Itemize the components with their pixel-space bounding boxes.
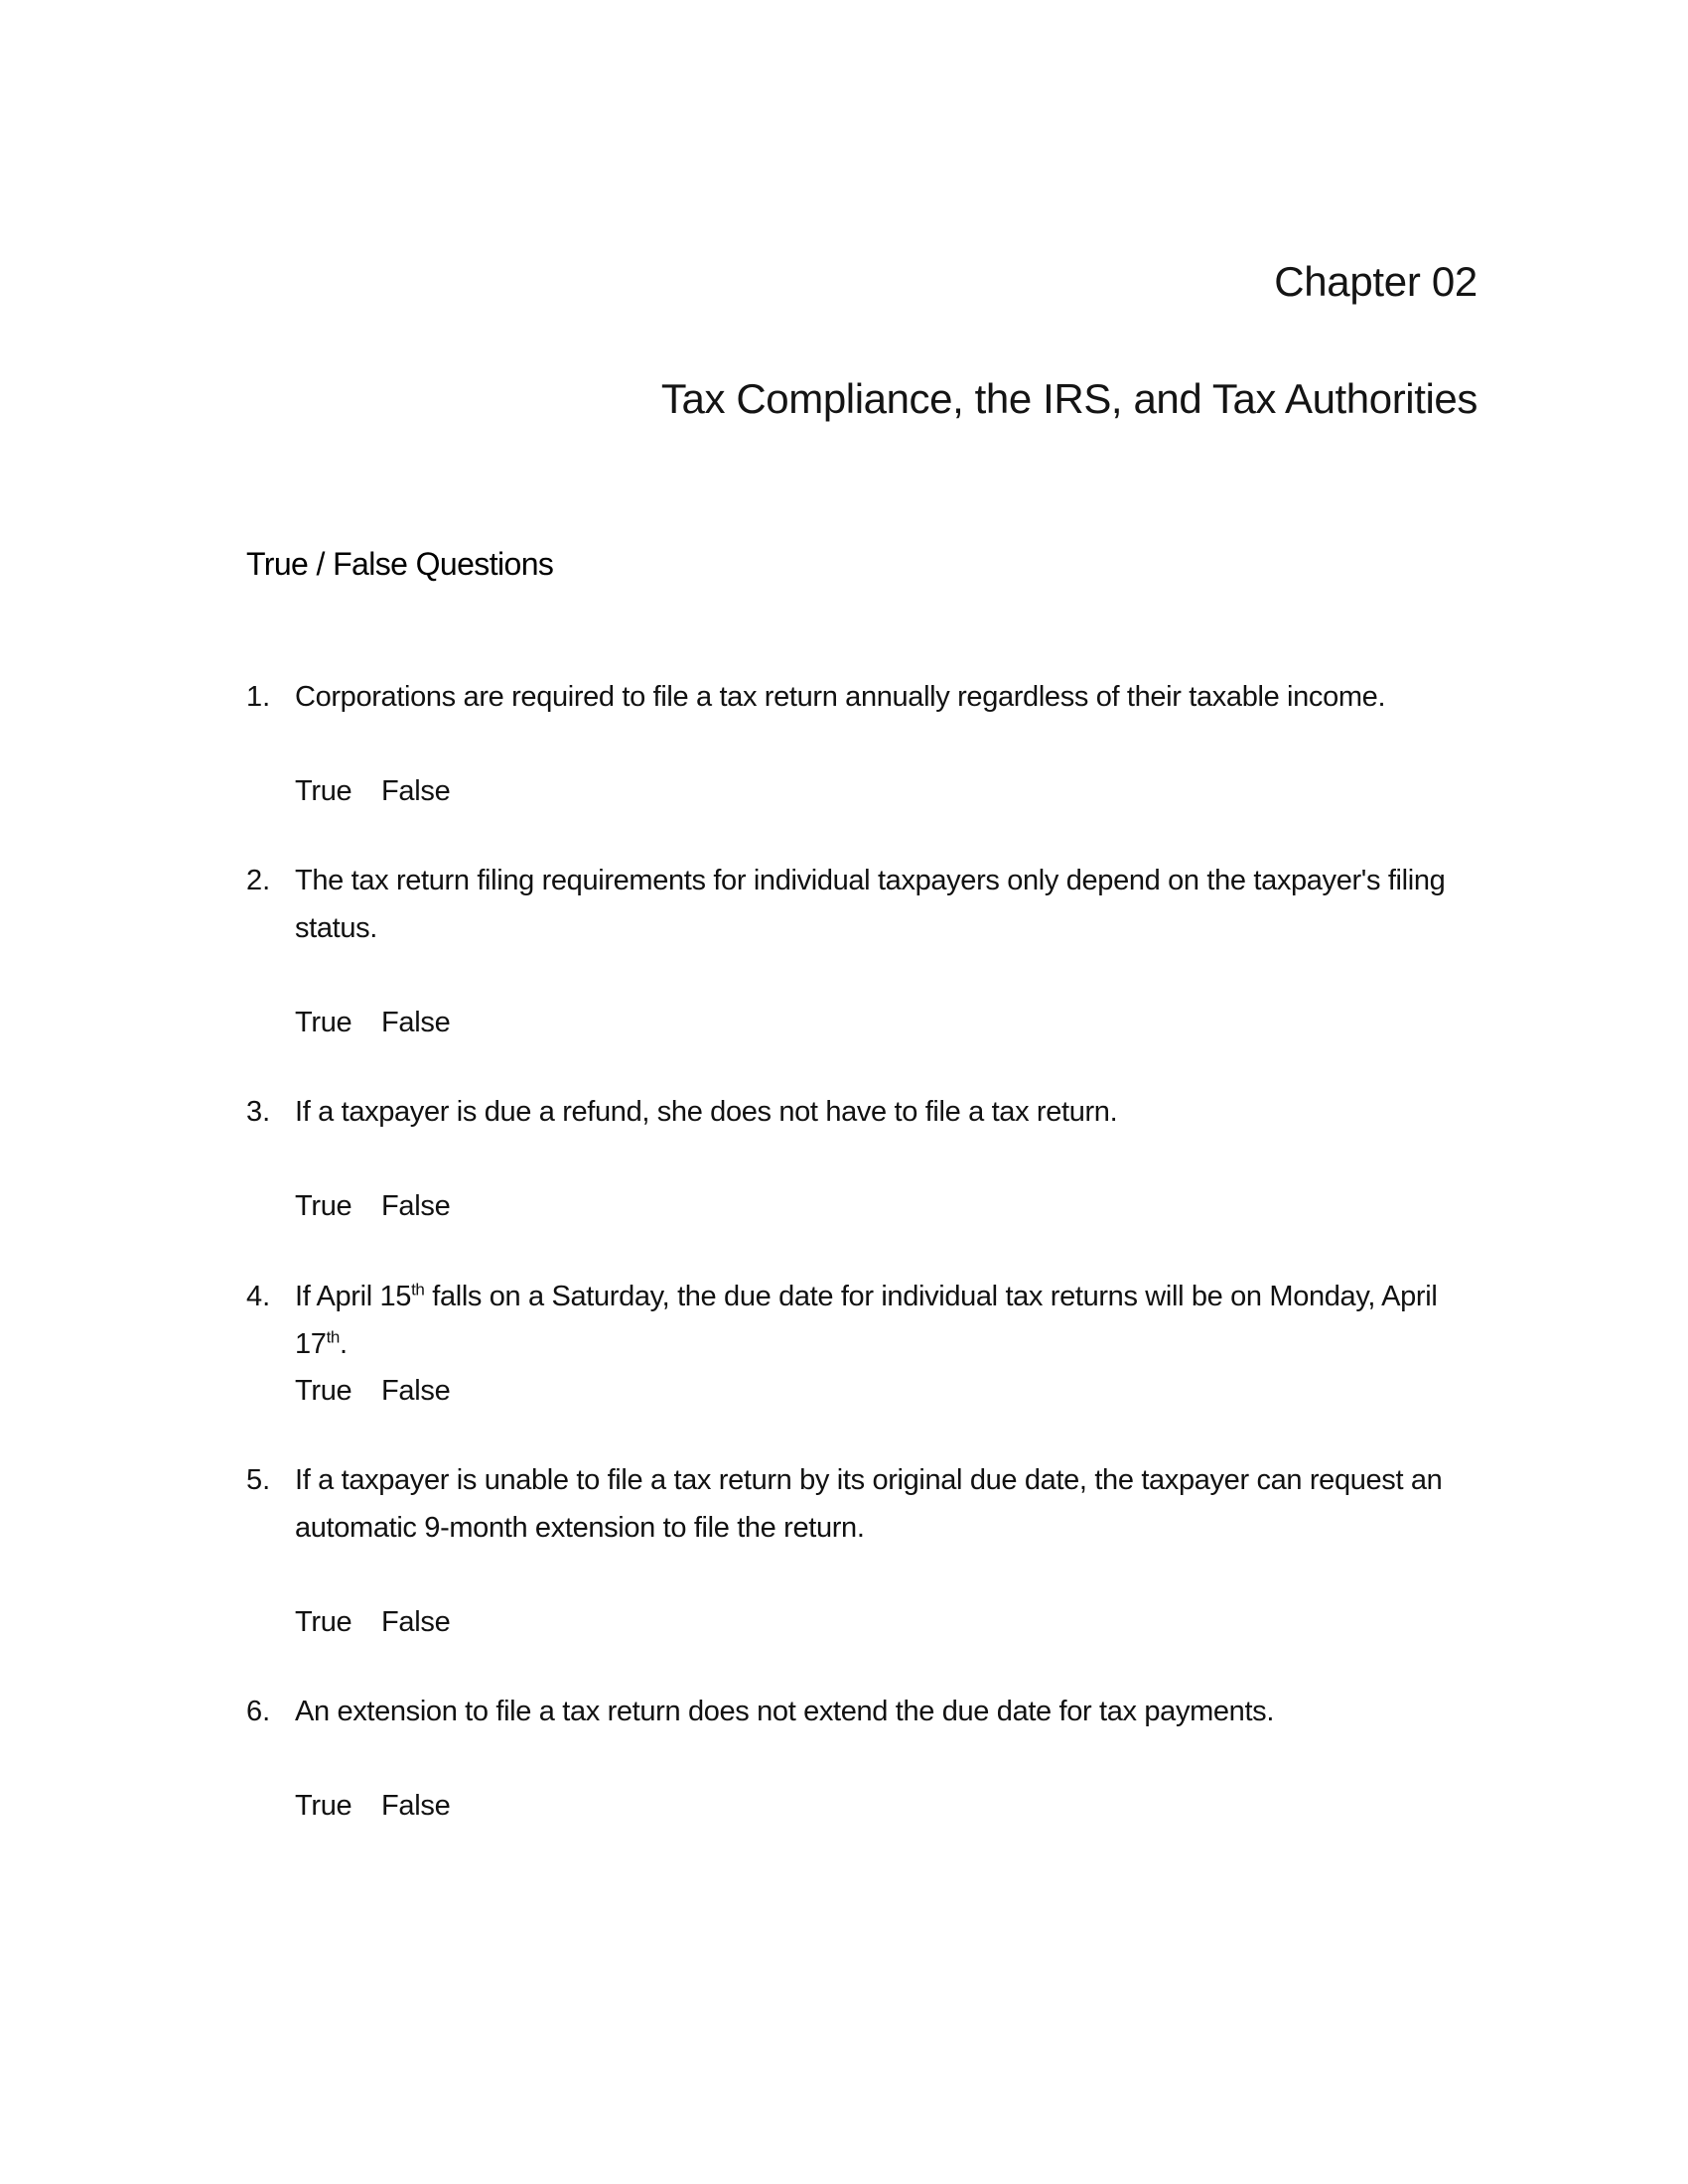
option-false: False xyxy=(381,1606,451,1638)
answer-options xyxy=(295,1598,450,1646)
option-true: True xyxy=(295,1190,352,1222)
option-true: True xyxy=(295,1606,352,1638)
option-false: False xyxy=(381,1190,451,1222)
answer-options xyxy=(295,999,450,1046)
question-number: 5. xyxy=(246,1464,271,1496)
ordinal-suffix: th xyxy=(326,1327,341,1347)
answer-options xyxy=(295,1367,450,1415)
ordinal-suffix: th xyxy=(411,1280,425,1299)
option-false: False xyxy=(381,1007,451,1038)
chapter-number: Chapter 02 xyxy=(1274,258,1477,305)
question-text-part: If April 15 xyxy=(295,1281,412,1312)
question-number: 4. xyxy=(246,1281,271,1312)
question-text: Corporations are required to file a tax return annually regardless of their taxable income. xyxy=(295,681,1386,713)
question-number: 6. xyxy=(246,1696,271,1727)
question-text: If a taxpayer is unable to file a tax return by its original due date, the taxpayer can request an automatic 9-month extension to file the return. xyxy=(295,1464,1443,1544)
option-false: False xyxy=(381,1375,451,1407)
question-text-part: falls on a Saturday, the due date for individual tax returns will be on Monday, April 17 xyxy=(295,1281,1438,1360)
option-true: True xyxy=(295,1007,352,1038)
option-true: True xyxy=(295,1375,352,1407)
option-true: True xyxy=(295,775,352,807)
question-number: 3. xyxy=(246,1096,271,1128)
answer-options xyxy=(295,1182,450,1230)
option-false: False xyxy=(381,775,451,807)
answer-options xyxy=(295,1782,450,1830)
question-text-part: . xyxy=(340,1328,348,1360)
question-text: The tax return filing requirements for individual taxpayers only depend on the taxpayer's filing status. xyxy=(295,865,1446,944)
question-text: An extension to file a tax return does not extend the due date for tax payments. xyxy=(295,1696,1275,1727)
option-false: False xyxy=(381,1790,451,1822)
option-true: True xyxy=(295,1790,352,1822)
section-heading: True / False Questions xyxy=(246,546,554,582)
chapter-title: Tax Compliance, the IRS, and Tax Authorities xyxy=(660,375,1477,422)
question-number: 2. xyxy=(246,865,271,896)
question-text xyxy=(295,1273,1486,1368)
question-number: 1. xyxy=(246,681,271,713)
question-text: If a taxpayer is due a refund, she does not have to file a tax return. xyxy=(295,1096,1118,1128)
answer-options xyxy=(295,767,450,815)
